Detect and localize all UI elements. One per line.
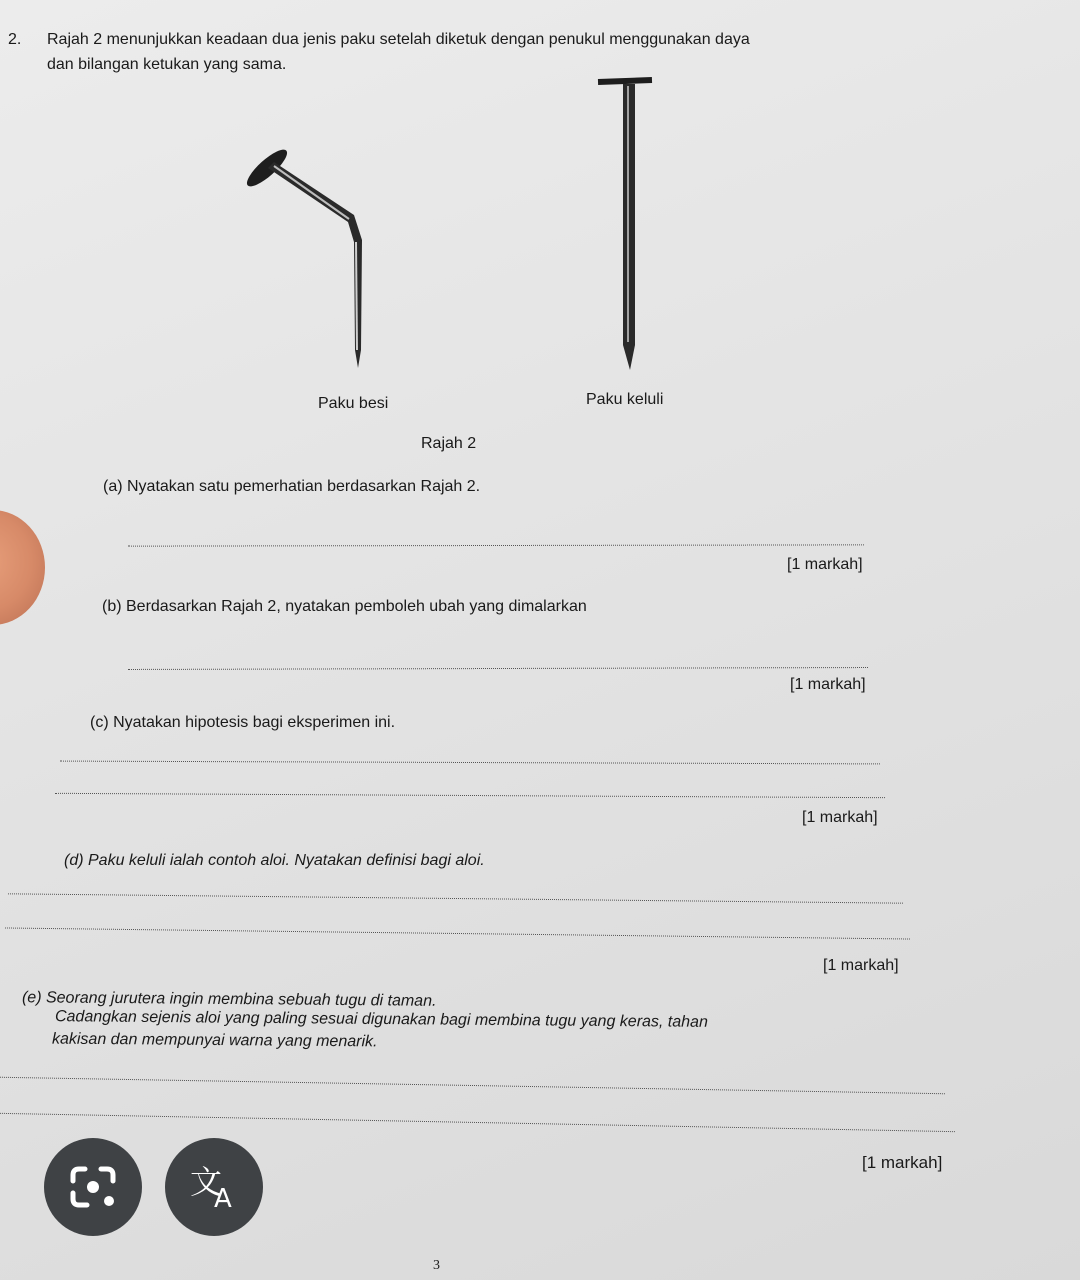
part-e-answer-line-1 bbox=[0, 1077, 945, 1094]
lens-camera-icon bbox=[65, 1159, 121, 1215]
rajah-2-figure bbox=[230, 70, 690, 380]
svg-text:文: 文 bbox=[190, 1163, 223, 1201]
part-b-answer-line bbox=[128, 667, 868, 670]
svg-text:A: A bbox=[214, 1184, 232, 1214]
translate-button[interactable] bbox=[165, 1138, 263, 1236]
part-b-marks: [1 markah] bbox=[790, 676, 866, 693]
part-d-answer-line-2 bbox=[5, 927, 910, 939]
straight-steel-nail bbox=[598, 77, 652, 370]
bent-iron-nail bbox=[242, 145, 362, 368]
part-d-question: (d) Paku keluli ialah contoh aloi. Nyatakan definisi bagi aloi. bbox=[64, 852, 485, 869]
part-a-question: (a) Nyatakan satu pemerhatian berdasarkan Rajah 2. bbox=[103, 478, 481, 495]
question-intro-line2: dan bilangan ketukan yang sama. bbox=[47, 56, 287, 73]
part-c-answer-line-1 bbox=[60, 761, 880, 765]
part-c-answer-line-2 bbox=[55, 793, 885, 798]
translate-icon bbox=[184, 1157, 244, 1217]
part-e-question-line2: Cadangkan sejenis aloi yang paling sesuai digunakan bagi membina tugu yang keras, tahan bbox=[54, 1008, 708, 1031]
part-e-answer-line-2 bbox=[0, 1113, 955, 1132]
part-c-question: (c) Nyatakan hipotesis bagi eksperimen ini. bbox=[90, 714, 396, 731]
label-paku-keluli: Paku keluli bbox=[586, 391, 664, 408]
finger bbox=[0, 510, 45, 625]
part-d-marks: [1 markah] bbox=[823, 957, 899, 974]
part-b-question: (b) Berdasarkan Rajah 2, nyatakan pemboleh ubah yang dimalarkan bbox=[102, 598, 587, 615]
figure-caption: Rajah 2 bbox=[421, 435, 477, 452]
part-a-marks: [1 markah] bbox=[787, 556, 863, 573]
part-c-marks: [1 markah] bbox=[802, 809, 878, 826]
part-e-question-line3: kakisan dan mempunyai warna yang menarik. bbox=[51, 1030, 378, 1051]
page-number: 3 bbox=[433, 1258, 440, 1273]
label-paku-besi: Paku besi bbox=[318, 395, 389, 412]
part-a-answer-line bbox=[128, 544, 864, 546]
question-number: 2. bbox=[8, 31, 22, 48]
part-e-marks: [1 markah] bbox=[862, 1153, 943, 1172]
part-d-answer-line-1 bbox=[8, 893, 903, 903]
lens-camera-button[interactable] bbox=[44, 1138, 142, 1236]
part-e-question-line1: (e) Seorang jurutera ingin membina sebuah tugu di taman. bbox=[21, 989, 437, 1010]
question-intro-line1: Rajah 2 menunjukkan keadaan dua jenis paku setelah diketuk dengan penukul menggunakan daya bbox=[47, 31, 750, 48]
